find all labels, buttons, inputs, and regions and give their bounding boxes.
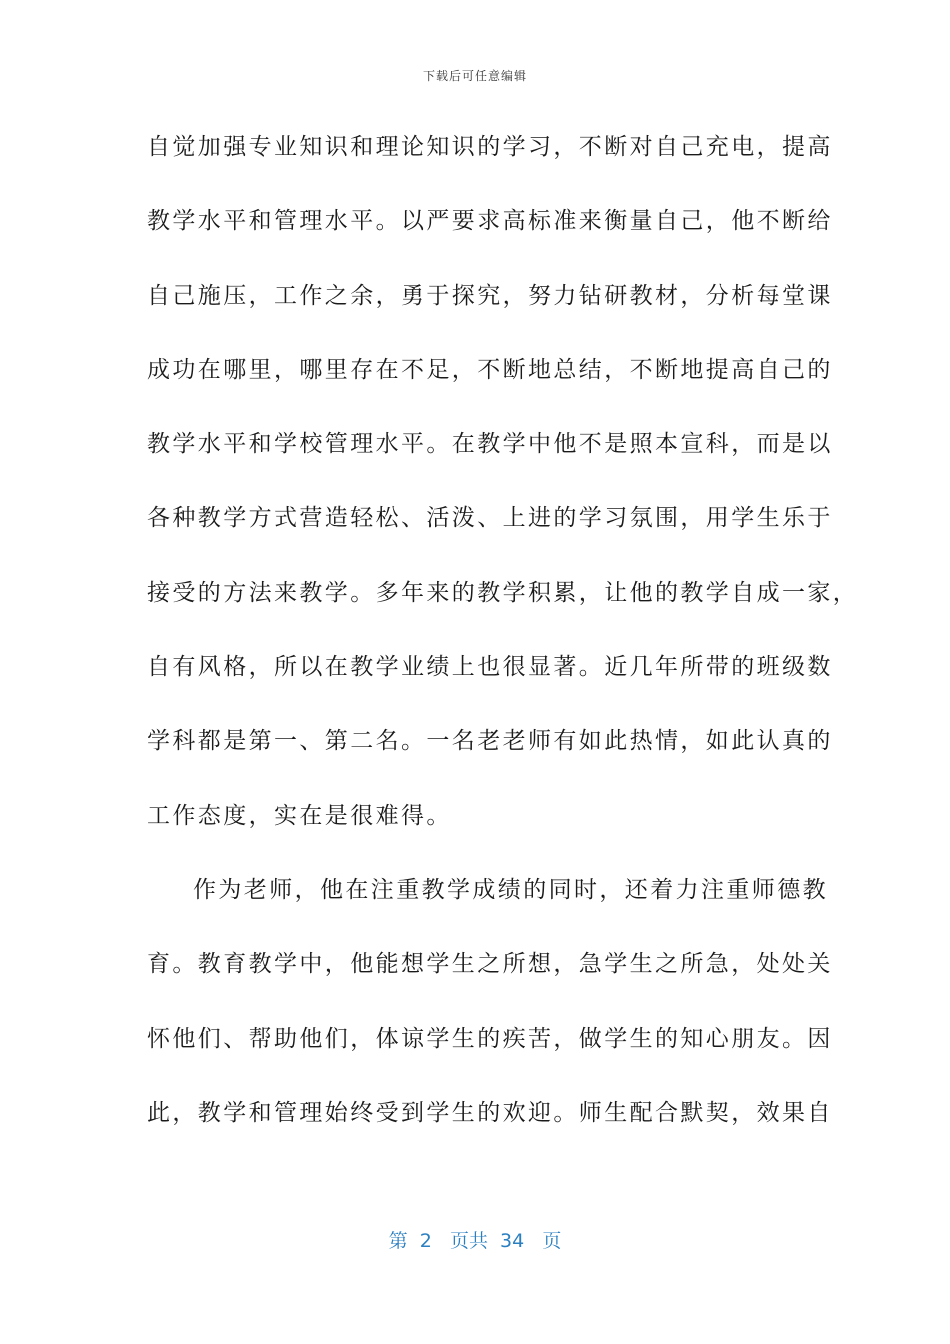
text-line-3: 自己施压，工作之余，勇于探究，努力钻研教材，分析每堂课	[147, 282, 833, 309]
page-header: 下载后可任意编辑	[422, 69, 527, 83]
text-line-11: 作为老师，他在注重教学成绩的同时，还着力注重师德教	[193, 876, 828, 903]
text-line-6: 各种教学方式营造轻松、活泼、上进的学习氛围，用学生乐于	[147, 505, 833, 532]
text-line-2: 教学水平和管理水平。以严要求高标准来衡量自己，他不断给	[147, 208, 833, 235]
text-line-10: 工作态度，实在是很难得。	[147, 802, 452, 829]
text-line-1: 自觉加强专业知识和理论知识的学习，不断对自己充电，提高	[147, 134, 833, 160]
page-footer: 第 2 页共 34 页	[388, 1230, 562, 1252]
text-line-9: 学科都是第一、第二名。一名老老师有如此热情，如此认真的	[147, 728, 833, 755]
text-line-5: 教学水平和学校管理水平。在教学中他不是照本宣科，而是以	[147, 431, 833, 458]
text-line-12: 育。教育教学中，他能想学生之所想，急学生之所急，处处关	[147, 951, 833, 978]
document-body	[147, 110, 859, 1150]
text-line-8: 自有风格，所以在教学业绩上也很显著。近几年所带的班级数	[147, 654, 833, 681]
text-line-7: 接受的方法来教学。多年来的教学积累，让他的教学自成一家，	[147, 579, 859, 606]
text-line-14: 此，教学和管理始终受到学生的欢迎。师生配合默契，效果自	[147, 1099, 833, 1126]
text-line-4: 成功在哪里，哪里存在不足，不断地总结，不断地提高自己的	[147, 356, 833, 383]
text-line-13: 怀他们、帮助他们，体谅学生的疾苦，做学生的知心朋友。因	[147, 1025, 833, 1052]
